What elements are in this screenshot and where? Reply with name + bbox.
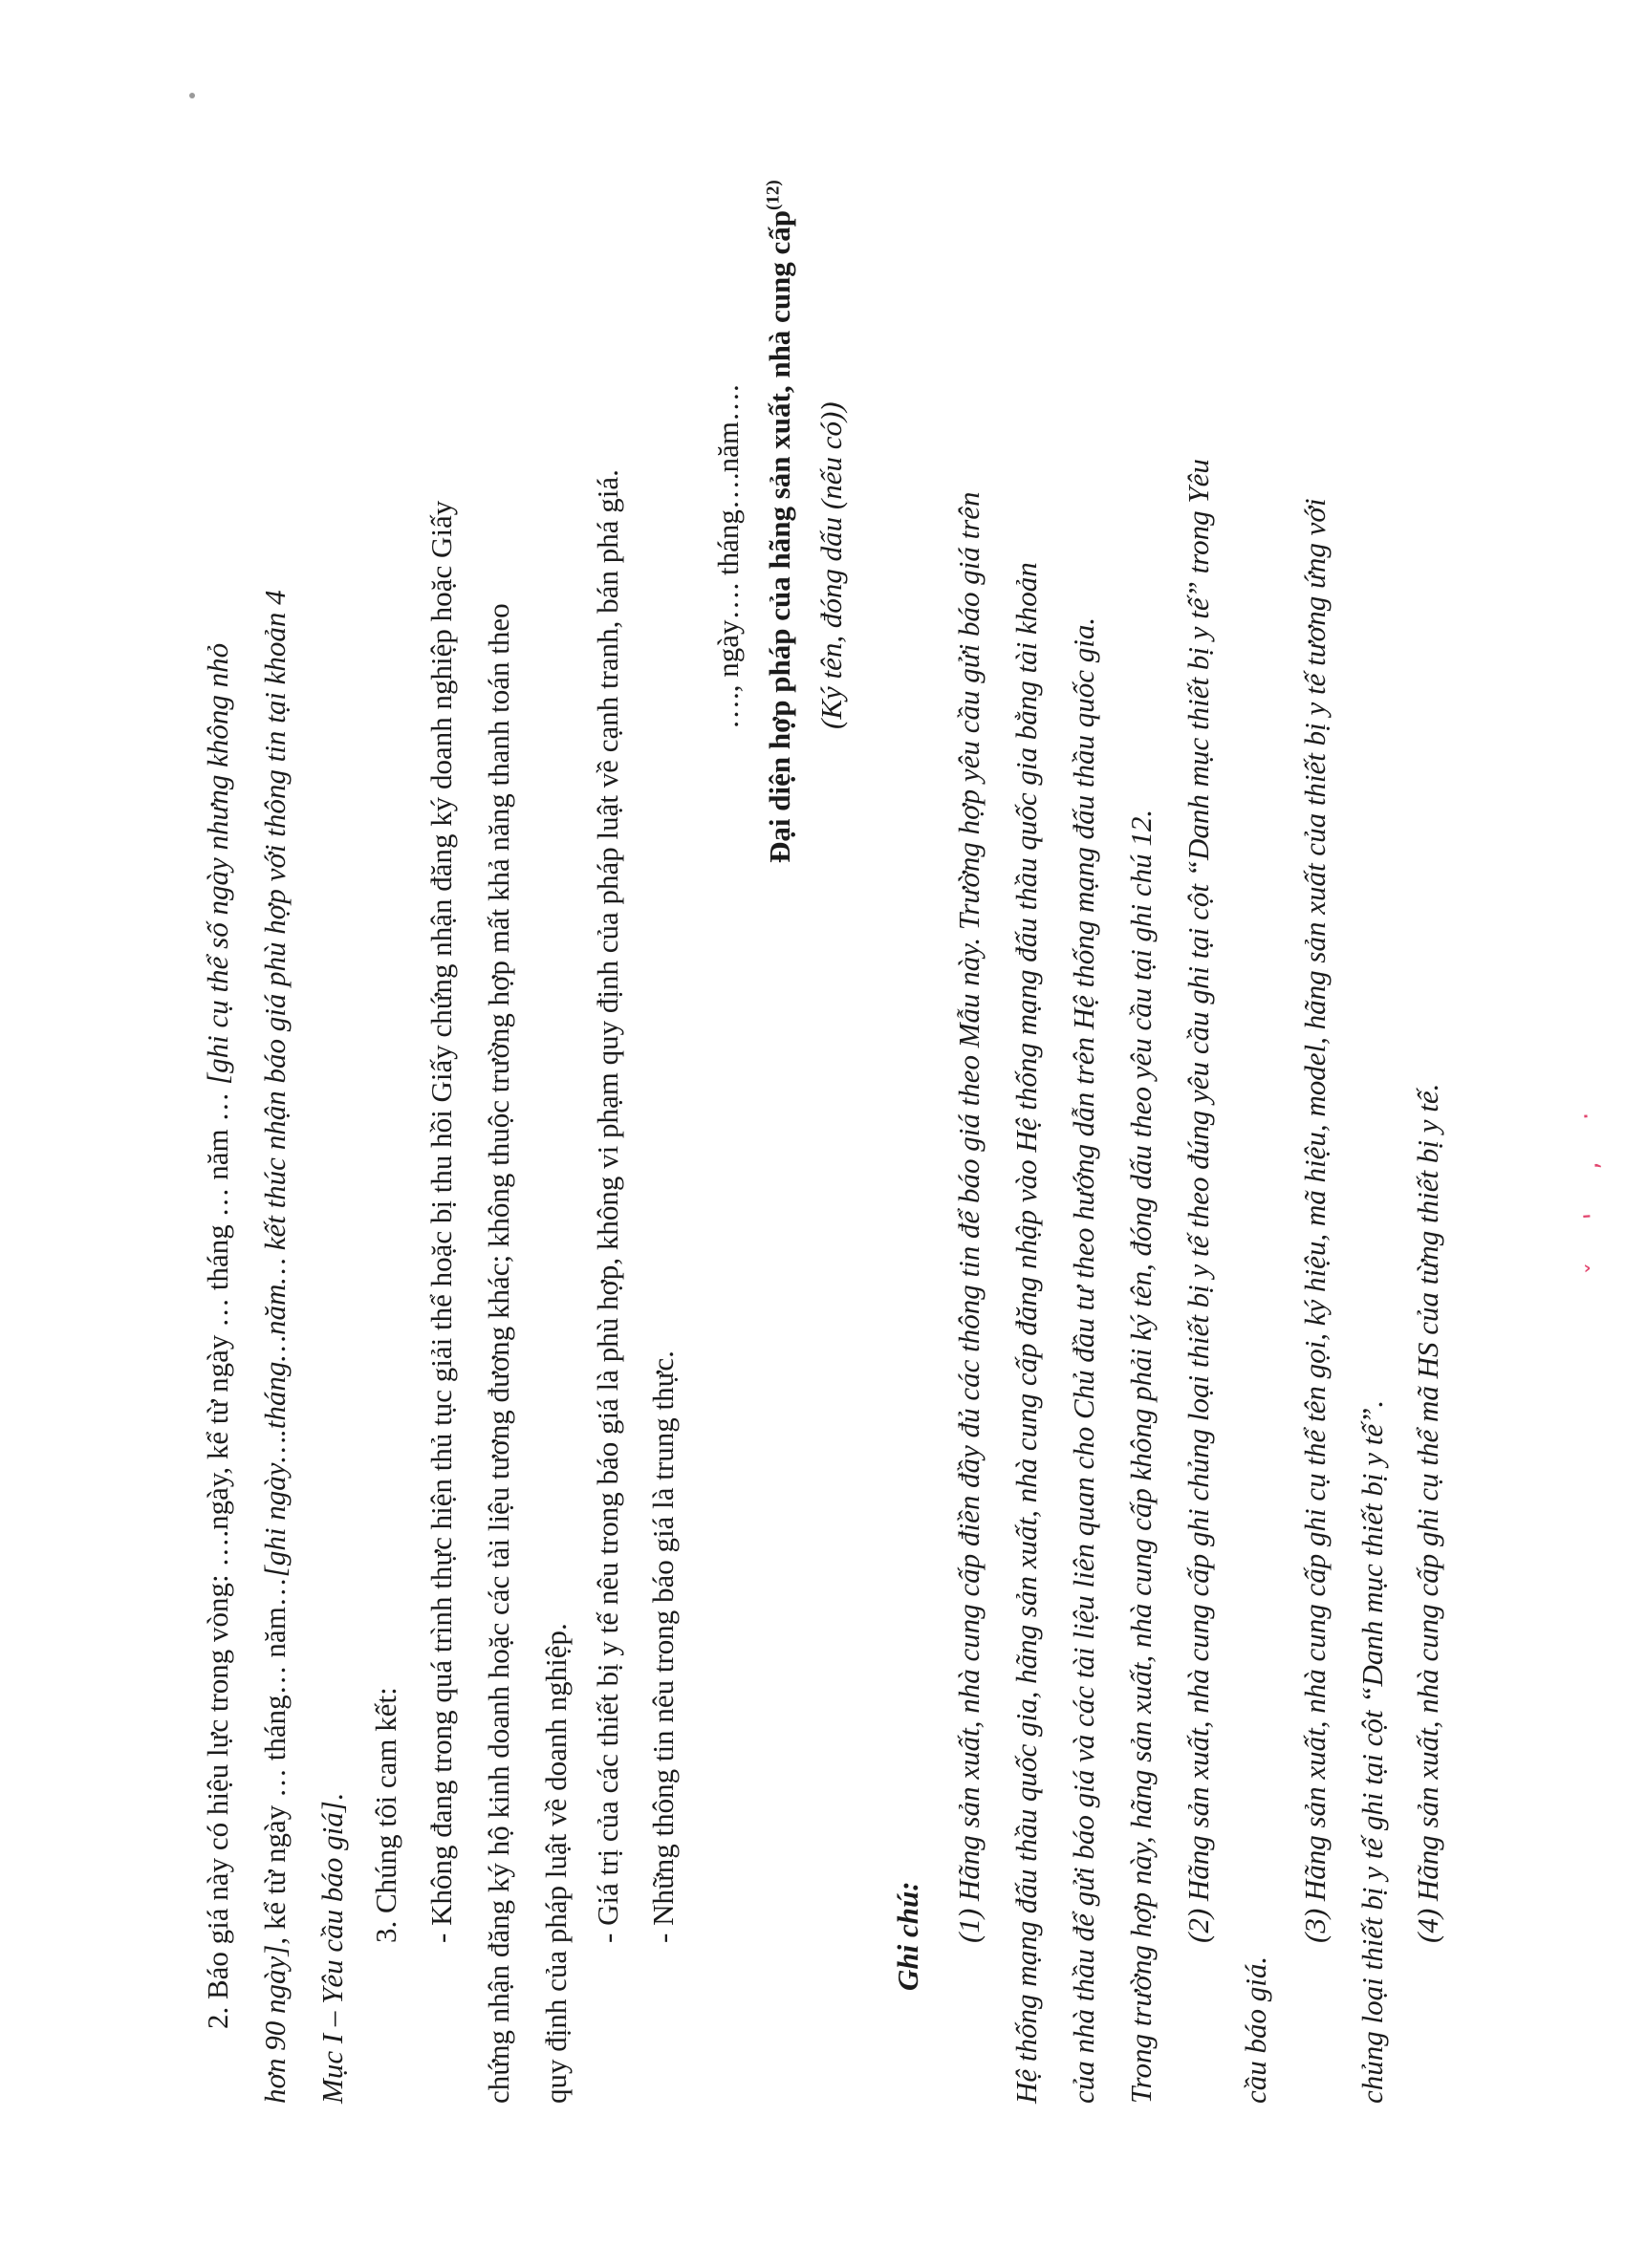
note-3-line-2: chủng loại thiết bị y tế ghi tại cột “Danh mục thiết bị y tế”. (1355, 1399, 1389, 2104)
note-1-line-3: của nhà thầu để gửi báo giá và các tài liệu liên quan cho Chủ đầu tư theo hướng dẫn trên Hệ thống mạng đấu thầu quốc gia. (1067, 616, 1100, 2104)
p3-bullet-2: - Giá trị của các thiết bị y tế nêu trong báo giá là phù hợp, không vi phạm quy định của pháp luật về cạnh tranh, bán phá giá. (591, 469, 624, 1943)
p3-bullet-3: - Những thông tin nêu trong báo giá là trung thực. (646, 1350, 680, 1943)
scan-speck (189, 93, 195, 98)
p2-line-1 (203, 643, 232, 2029)
note-1-line-4: Trong trường hợp này, hãng sản xuất, nhà cung cấp không phải ký tên, đóng dấu theo yêu cầu tại ghi chú 12. (1124, 809, 1158, 2104)
signature-title-footnote: (12) (763, 180, 784, 210)
p3-heading: 3. Chúng tôi cam kết: (369, 1687, 402, 1943)
signature-title-text: Đại diện hợp pháp của hãng sản xuất, nhà cung cấp (763, 209, 796, 863)
p2-line-1-note: [ghi cụ thể số ngày nhưng không nhỏ (201, 642, 234, 1085)
p3-bullet-1-line-2: chứng nhận đăng ký hộ kinh doanh hoặc các tài liệu tương đương khác; không thuộc trường hợp mất khả năng thanh toán theo (482, 603, 515, 2104)
signature-title (765, 180, 794, 863)
note-3-line-1: (3) Hãng sản xuất, nhà cung cấp ghi cụ thể tên gọi, ký hiệu, mã hiệu, model, hãng sản xuất của thiết bị y tế tương ứng với (1298, 498, 1332, 1943)
p2-line-1-text: 2. Báo giá này có hiệu lực trong vòng: ….ngày, kể từ ngày … tháng … năm … (201, 1084, 234, 2029)
note-1-line-1: (1) Hãng sản xuất, nhà cung cấp điền đầy đủ các thông tin để báo giá theo Mẫu này. Trường hợp yêu cầu gửi báo giá trên (952, 491, 986, 1943)
p2-line-3-note: Mục I – Yêu cầu báo giá] (315, 1801, 349, 2104)
note-1-line-2: Hệ thống mạng đấu thầu quốc gia, hãng sản xuất, nhà cung cấp đăng nhập vào Hệ thống mạng đấu thầu quốc gia bằng tài khoản (1009, 562, 1043, 2104)
notes-heading: Ghi chú: (891, 1881, 924, 1991)
note-4: (4) Hãng sản xuất, nhà cung cấp ghi cụ thể mã HS của từng thiết bị y tế. (1411, 1083, 1444, 1943)
signature-date: …., ngày…. tháng….năm…. (711, 384, 745, 729)
p2-line-3 (317, 1793, 347, 2104)
p2-line-2-mid: , kể từ ngày … tháng… năm… (258, 1577, 292, 1945)
p3-bullet-1-line-3: quy định của pháp luật về doanh nghiệp. (539, 1623, 573, 2104)
p3-bullet-1-line-1: - Không đang trong quá trình thực hiện thủ tục giải thể hoặc bị thu hồi Giấy chứng nhận đăng ký doanh nghiệp hoặc Giấy (424, 500, 458, 1943)
note-2-line-1: (2) Hãng sản xuất, nhà cung cấp ghi chủng loại thiết bị y tế theo đúng yêu cầu ghi tại cột “Danh mục thiết bị y tế” trong Yêu (1181, 459, 1215, 1943)
note-2-line-2: cầu báo giá. (1239, 1955, 1272, 2104)
p2-line-3-end: . (315, 1793, 349, 1802)
p2-line-2 (260, 590, 290, 2104)
p2-line-2-note-b: [ghi ngày….tháng…năm… kết thúc nhận báo giá phù hợp với thông tin tại khoản 4 (258, 590, 292, 1578)
red-stamp-bleed-mark: ˇ ' ‚ · (1571, 1093, 1613, 1275)
signature-subtitle: (Ký tên, đóng dấu (nếu có)) (814, 401, 848, 729)
p2-line-2-note-a: hơn 90 ngày] (258, 1944, 292, 2104)
